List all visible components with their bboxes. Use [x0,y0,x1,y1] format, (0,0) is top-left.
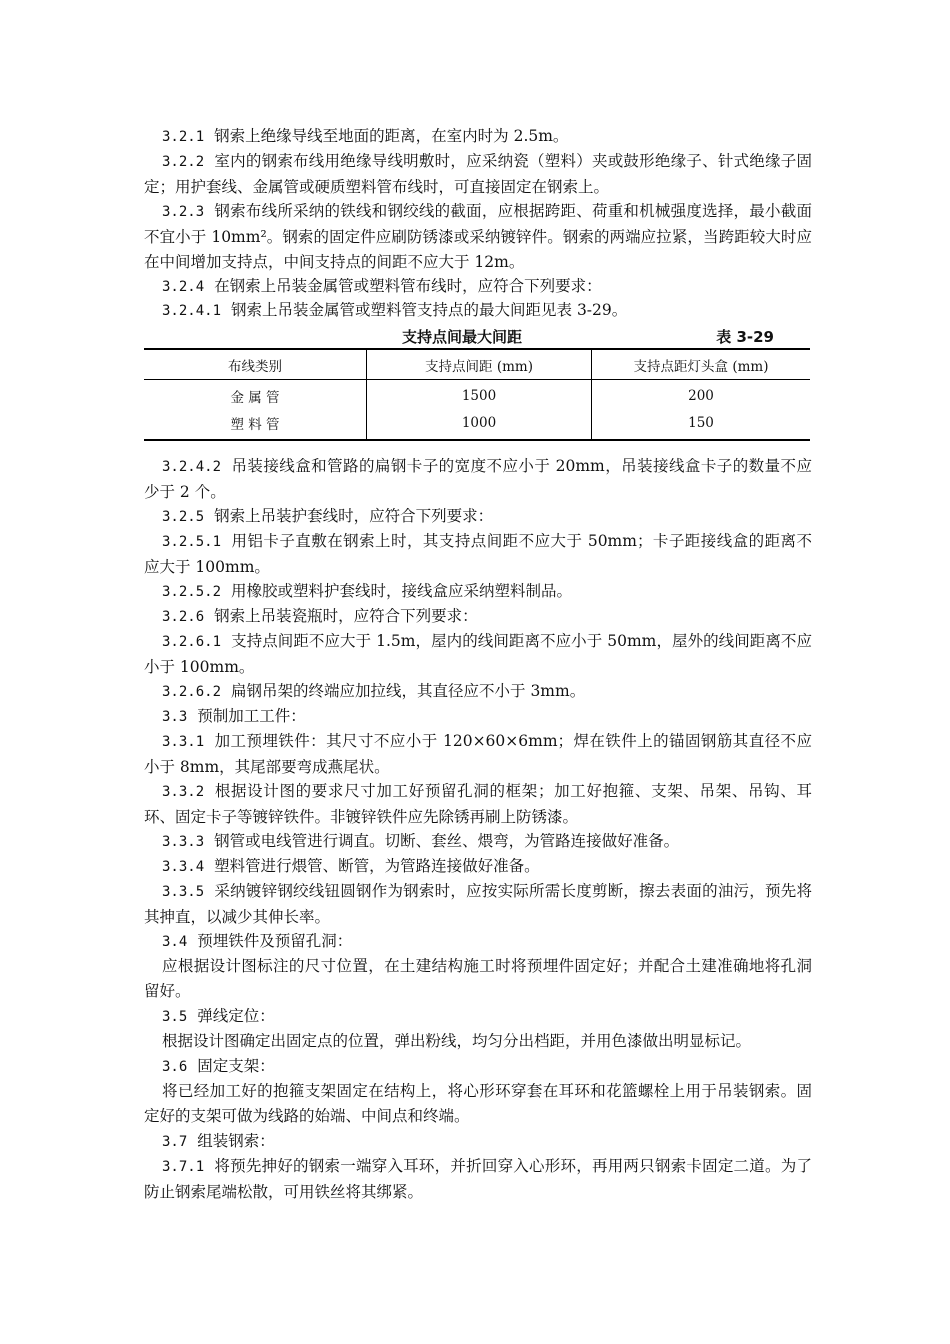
clause-number: 3.2.1 [162,129,205,145]
header-wiring-type: 布线类别 [144,349,367,380]
clause-text: 固定支架： [197,1057,275,1075]
clause-number: 3.3.2 [162,784,205,800]
clause-number: 3.2.3 [162,204,205,220]
paragraph-3-4-body [144,954,812,1004]
clause-number: 3.2.5.1 [162,534,222,550]
clause-number: 3.3 [162,709,188,725]
section-3-7 [144,1129,812,1155]
clause-number: 3.3.3 [162,834,205,850]
clause-3-2-2 [144,149,812,200]
clause-text: 采纳镀锌钢绞线钮圆钢作为钢索时，应按实际所需长度剪断，擦去表面的油污，预先将其抻直，以减少其伸长率。 [144,882,812,926]
table-cell: 塑 料 管 [144,409,367,440]
clause-text: 吊装接线盒和管路的扁钢卡子的宽度不应小于 20mm，吊装接线盒卡子的数量不应少于 2 个。 [144,457,812,501]
clause-number: 3.6 [162,1059,188,1075]
clause-number: 3.7.1 [162,1159,205,1175]
clause-text: 将预先抻好的钢索一端穿入耳环，并折回穿入心形环，再用两只钢索卡固定二道。为了防止钢索尾端松散，可用铁丝将其绑紧。 [144,1157,812,1201]
clause-number: 3.2.5 [162,509,205,525]
clause-number: 3.5 [162,1009,188,1025]
clause-number: 3.3.4 [162,859,205,875]
clause-3-2-4-1 [144,298,812,324]
table-title: 支持点间最大间距 [402,328,523,346]
section-3-3 [144,704,812,730]
clause-3-2-4-2 [144,454,812,505]
paragraph-3-5-body [144,1029,812,1054]
clause-text: 塑料管进行煨管、断管，为管路连接做好准备。 [214,857,540,875]
clause-3-3-4 [144,854,812,880]
clause-text: 钢索上吊装护套线时，应符合下列要求： [214,507,494,525]
clause-text: 钢索上吊装金属管或塑料管支持点的最大间距见表 3-29。 [231,301,628,319]
clause-number: 3.2.4 [162,279,205,295]
clause-number: 3.3.5 [162,884,205,900]
clause-text: 室内的钢索布线用绝缘导线明敷时，应采纳瓷（塑料）夹或鼓形绝缘子、针式绝缘子固定；用护套线、金属管或硬质塑料管布线时，可直接固定在钢索上。 [144,152,812,196]
clause-number: 3.2.4.1 [162,303,222,319]
paragraph-text: 将已经加工好的抱箍支架固定在结构上，将心形环穿套在耳环和花篮螺栓上用于吊装钢索。固定好的支架可做为线路的始端、中间点和终端。 [144,1082,812,1125]
clause-3-2-3 [144,199,812,275]
clause-3-2-5-2 [144,579,812,605]
clause-text: 扁钢吊架的终端应加拉线，其直径应不小于 3mm。 [231,682,586,700]
clause-text: 用铝卡子直敷在钢索上时，其支持点间距不应大于 50mm；卡子距接线盒的距离不应大于 100mm。 [144,532,812,576]
clause-3-2-4 [144,274,812,300]
clause-number: 3.2.6 [162,609,205,625]
clause-number: 3.3.1 [162,734,205,750]
section-3-6 [144,1054,812,1080]
clause-text: 组装钢索： [197,1132,275,1150]
table-caption [144,326,812,348]
clause-3-7-1 [144,1154,812,1205]
table-cell: 150 [592,409,811,440]
spacing-table [144,348,810,441]
paragraph-text: 根据设计图确定出固定点的位置，弹出粉线，均匀分出档距，并用色漆做出明显标记。 [162,1032,752,1050]
table-cell: 1000 [367,409,592,440]
table-cell: 1500 [367,380,592,410]
clause-number: 3.2.5.2 [162,584,222,600]
clause-number: 3.2.4.2 [162,459,222,475]
header-box-distance: 支持点距灯头盒 (mm) [592,349,811,380]
clause-3-3-5 [144,879,812,930]
clause-3-2-5 [144,504,812,530]
clause-3-3-2 [144,779,812,830]
table-cell: 金 属 管 [230,389,280,406]
table-number: 表 3-29 [716,328,774,346]
clause-text: 用橡胶或塑料护套线时，接线盒应采纳塑料制品。 [231,582,573,600]
clause-text: 钢索上绝缘导线至地面的距离，在室内时为 2.5m。 [214,127,569,145]
clause-text: 根据设计图的要求尺寸加工好预留孔洞的框架；加工好抱箍、支架、吊架、吊钩、耳环、固定卡子等镀锌铁件。非镀锌铁件应先除锈再刷上防锈漆。 [144,782,812,826]
table-row [144,409,810,440]
section-3-4 [144,929,812,955]
clause-number: 3.2.6.1 [162,634,222,650]
clause-number: 3.2.6.2 [162,684,222,700]
clause-text: 钢索布线所采纳的铁线和钢绞线的截面，应根据跨距、荷重和机械强度选择，最小截面不宜小于 10mm²。钢索的固定件应刷防锈漆或采纳镀锌件。钢索的两端应拉紧，当跨距较大时应在中间增加支持点，中间支持点的间距不应大于 12m。 [144,202,812,271]
clause-text: 在钢索上吊装金属管或塑料管布线时，应符合下列要求： [214,277,602,295]
table-header-row [144,349,810,380]
clause-3-2-6-2 [144,679,812,705]
clause-3-2-6 [144,604,812,630]
clause-3-3-1 [144,729,812,780]
clause-3-2-1 [144,124,812,150]
clause-text: 预埋铁件及预留孔洞： [197,932,353,950]
clause-number: 3.2.2 [162,154,205,170]
table-cell: 200 [592,380,811,410]
paragraph-text: 应根据设计图标注的尺寸位置，在土建结构施工时将预埋件固定好；并配合土建准确地将孔洞留好。 [144,957,812,1000]
clause-text: 支持点间距不应大于 1.5m，屋内的线间距离不应小于 50mm，屋外的线间距离不应小于 100mm。 [144,632,812,676]
clause-text: 加工预埋铁件：其尺寸不应小于 120×60×6mm；焊在铁件上的锚固钢筋其直径不应小于 8mm，其尾部要弯成燕尾状。 [144,732,812,776]
clause-text: 钢索上吊装瓷瓶时，应符合下列要求： [214,607,478,625]
clause-number: 3.4 [162,934,188,950]
clause-number: 3.7 [162,1134,188,1150]
header-support-spacing: 支持点间距 (mm) [367,349,592,380]
clause-3-2-6-1 [144,629,812,680]
table-row [144,380,810,410]
clause-text: 弹线定位： [197,1007,275,1025]
paragraph-3-6-body [144,1079,812,1129]
clause-3-2-5-1 [144,529,812,580]
clause-3-3-3 [144,829,812,855]
section-3-5 [144,1004,812,1030]
clause-text: 预制加工工件： [197,707,306,725]
clause-text: 钢管或电线管进行调直。切断、套丝、煨弯，为管路连接做好准备。 [214,832,680,850]
